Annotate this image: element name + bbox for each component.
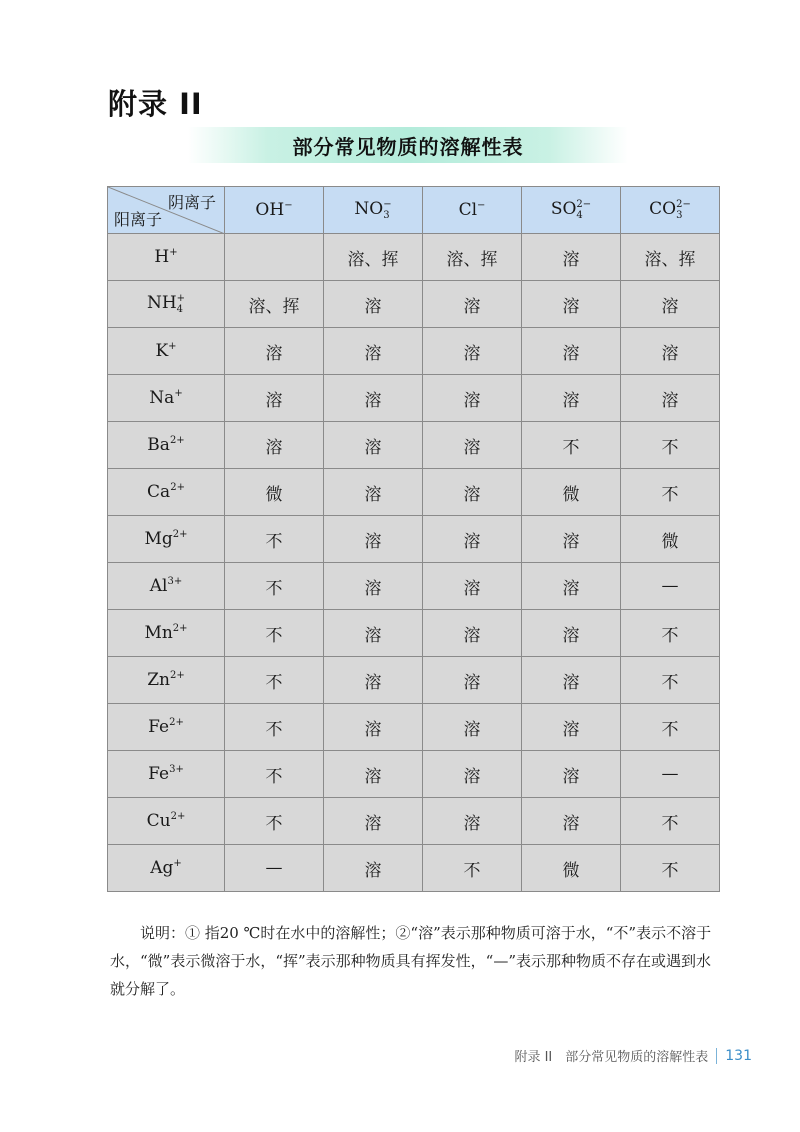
solubility-cell: 溶 <box>522 751 621 798</box>
solubility-cell <box>225 234 324 281</box>
ion-charge: 2+ <box>170 670 185 681</box>
solubility-cell: 溶 <box>423 657 522 704</box>
table-row <box>108 422 720 469</box>
anion-header <box>225 187 324 234</box>
solubility-cell: 溶 <box>522 328 621 375</box>
ion-subscript: 4 <box>576 210 583 221</box>
ion-charge: 2+ <box>172 623 188 634</box>
solubility-cell: 不 <box>621 422 720 469</box>
corner-cell <box>108 187 225 234</box>
solubility-cell: 溶 <box>423 610 522 657</box>
solubility-cell: 不 <box>621 798 720 845</box>
ion-subscript: 3 <box>383 210 390 221</box>
solubility-cell: 溶 <box>423 375 522 422</box>
ion-charge: 2− <box>576 199 592 210</box>
table-row <box>108 704 720 751</box>
cation-cell <box>108 234 225 281</box>
ion-symbol: Mg <box>144 529 173 549</box>
ion-symbol: NO <box>354 199 384 219</box>
table-row <box>108 610 720 657</box>
ion-charge: 3+ <box>167 576 183 587</box>
solubility-cell: 不 <box>225 798 324 845</box>
solubility-cell: 溶 <box>423 422 522 469</box>
anion-header <box>423 187 522 234</box>
solubility-cell: 溶 <box>324 375 423 422</box>
ion-charge: 2+ <box>170 482 185 493</box>
solubility-table <box>107 186 720 892</box>
solubility-cell: 不 <box>522 422 621 469</box>
cation-cell <box>108 422 225 469</box>
solubility-cell: 不 <box>621 845 720 892</box>
cation-cell <box>108 563 225 610</box>
cation-cell <box>108 751 225 798</box>
solubility-cell: 溶、挥 <box>324 234 423 281</box>
ion-symbol: K <box>155 341 169 361</box>
solubility-cell: 不 <box>225 751 324 798</box>
table-row <box>108 563 720 610</box>
solubility-cell: 溶 <box>423 469 522 516</box>
ion-charge: + <box>176 293 186 304</box>
solubility-cell: 微 <box>621 516 720 563</box>
solubility-cell: 溶 <box>324 751 423 798</box>
solubility-cell: 溶 <box>522 563 621 610</box>
ion-symbol: SO <box>550 199 577 219</box>
solubility-cell: 溶 <box>225 375 324 422</box>
cation-cell <box>108 704 225 751</box>
table-row <box>108 281 720 328</box>
ion-charge: 3+ <box>169 764 184 775</box>
cation-cell <box>108 610 225 657</box>
ion-symbol: NH <box>146 293 177 313</box>
solubility-cell: 溶、挥 <box>621 234 720 281</box>
cation-cell <box>108 657 225 704</box>
solubility-cell: 溶、挥 <box>225 281 324 328</box>
anion-header <box>324 187 423 234</box>
ion-symbol: Al <box>149 576 168 596</box>
solubility-cell: 溶 <box>324 798 423 845</box>
ion-charge: − <box>383 199 392 210</box>
table-row <box>108 751 720 798</box>
anion-header <box>621 187 720 234</box>
solubility-cell: 不 <box>423 845 522 892</box>
solubility-cell: 溶 <box>324 328 423 375</box>
explanation-note: 说明：① 指20 ℃时在水中的溶解性；②“溶”表示那种物质可溶于水，“不”表示不溶于水，“微”表示微溶于水，“挥”表示那种物质具有挥发性，“—”表示那种物质不存在或遇到水就分解了。 <box>110 924 712 998</box>
appendix-title: 附录 II <box>108 87 203 121</box>
solubility-cell: 溶 <box>324 610 423 657</box>
solubility-cell: 溶 <box>621 375 720 422</box>
solubility-cell: 溶、挥 <box>423 234 522 281</box>
solubility-cell: 不 <box>621 469 720 516</box>
solubility-cell: 不 <box>621 610 720 657</box>
ion-symbol: H <box>154 247 170 267</box>
solubility-cell: — <box>621 563 720 610</box>
solubility-cell: 溶 <box>621 328 720 375</box>
solubility-cell: 溶 <box>423 516 522 563</box>
table-title-banner <box>188 127 628 163</box>
cation-cell <box>108 798 225 845</box>
table-row <box>108 234 720 281</box>
solubility-cell: 溶 <box>423 328 522 375</box>
solubility-cell: — <box>621 751 720 798</box>
cation-cell <box>108 375 225 422</box>
anion-header <box>522 187 621 234</box>
ion-symbol: Mn <box>144 623 173 643</box>
page-footer <box>514 1046 752 1065</box>
ion-charge: − <box>284 200 293 211</box>
ion-symbol: CO <box>649 199 677 219</box>
solubility-cell: 溶 <box>225 422 324 469</box>
solubility-cell: 溶 <box>522 281 621 328</box>
cation-cell <box>108 328 225 375</box>
solubility-cell: 溶 <box>522 798 621 845</box>
solubility-cell: 溶 <box>324 563 423 610</box>
solubility-cell: 溶 <box>324 845 423 892</box>
solubility-cell: 溶 <box>522 516 621 563</box>
ion-subscript: 4 <box>176 304 184 315</box>
solubility-cell: 溶 <box>423 281 522 328</box>
table-row <box>108 657 720 704</box>
solubility-cell: 不 <box>621 657 720 704</box>
table-row <box>108 845 720 892</box>
table-row <box>108 328 720 375</box>
ion-symbol: Cl <box>458 200 478 220</box>
solubility-cell: 溶 <box>225 328 324 375</box>
ion-charge: + <box>168 341 177 352</box>
solubility-cell: 溶 <box>324 281 423 328</box>
solubility-cell: 溶 <box>522 657 621 704</box>
ion-symbol: Fe <box>148 717 170 737</box>
table-header-row <box>108 187 720 234</box>
cation-cell <box>108 845 225 892</box>
solubility-cell: — <box>225 845 324 892</box>
ion-charge: − <box>477 200 486 211</box>
ion-subscript: 3 <box>676 210 683 221</box>
solubility-cell: 不 <box>225 704 324 751</box>
solubility-cell: 溶 <box>621 281 720 328</box>
solubility-cell: 不 <box>621 704 720 751</box>
table-row <box>108 469 720 516</box>
solubility-cell: 溶 <box>522 234 621 281</box>
solubility-cell: 溶 <box>522 610 621 657</box>
ion-symbol: Ag <box>150 858 174 878</box>
solubility-cell: 不 <box>225 610 324 657</box>
solubility-cell: 溶 <box>522 375 621 422</box>
solubility-cell: 溶 <box>324 516 423 563</box>
ion-charge: 2+ <box>169 435 185 446</box>
footer-divider <box>716 1048 717 1064</box>
ion-charge: + <box>174 388 183 399</box>
solubility-cell: 微 <box>522 469 621 516</box>
solubility-cell: 微 <box>225 469 324 516</box>
solubility-cell: 溶 <box>324 469 423 516</box>
cation-cell <box>108 281 225 328</box>
table-row <box>108 516 720 563</box>
ion-charge: + <box>169 247 178 258</box>
cation-header-label: 阳离子 <box>114 210 163 229</box>
ion-symbol: OH <box>255 200 285 220</box>
solubility-cell: 溶 <box>423 798 522 845</box>
ion-symbol: Fe <box>148 764 170 784</box>
cation-cell <box>108 469 225 516</box>
ion-charge: + <box>173 858 182 869</box>
cation-cell <box>108 516 225 563</box>
ion-symbol: Cu <box>146 811 171 831</box>
table-row <box>108 798 720 845</box>
solubility-cell: 溶 <box>423 751 522 798</box>
anion-header-label: 阴离子 <box>167 193 216 212</box>
ion-charge: 2− <box>676 199 691 210</box>
solubility-cell: 溶 <box>423 563 522 610</box>
solubility-cell: 微 <box>522 845 621 892</box>
table-row <box>108 375 720 422</box>
ion-charge: 2+ <box>172 529 188 540</box>
ion-symbol: Ba <box>147 435 170 455</box>
table-title: 部分常见物质的溶解性表 <box>292 134 524 159</box>
solubility-cell: 溶 <box>522 704 621 751</box>
solubility-cell: 溶 <box>324 704 423 751</box>
footer-label: 附录 II 部分常见物质的溶解性表 <box>514 1050 709 1065</box>
page-number: 131 <box>725 1047 752 1064</box>
ion-charge: 2+ <box>169 717 184 728</box>
ion-symbol: Na <box>149 388 175 408</box>
ion-symbol: Zn <box>147 670 170 690</box>
solubility-cell: 溶 <box>324 422 423 469</box>
solubility-cell: 不 <box>225 516 324 563</box>
solubility-cell: 溶 <box>423 704 522 751</box>
solubility-cell: 不 <box>225 657 324 704</box>
ion-symbol: Ca <box>147 482 171 502</box>
ion-charge: 2+ <box>170 811 186 822</box>
solubility-cell: 溶 <box>324 657 423 704</box>
solubility-cell: 不 <box>225 563 324 610</box>
